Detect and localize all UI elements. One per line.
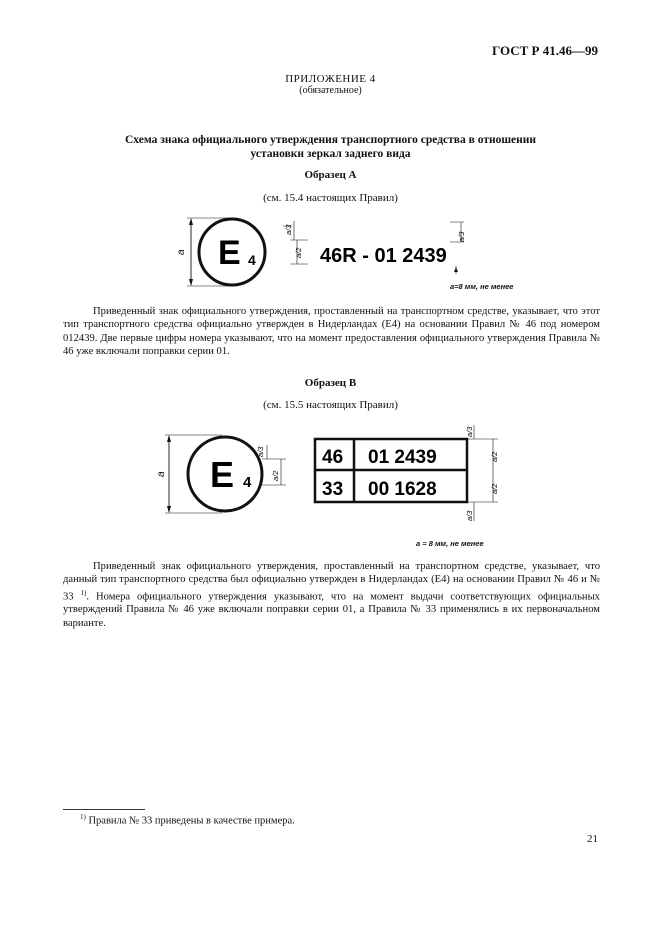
dim-a2-lower-label: a/2 [490, 483, 499, 494]
sample-a-figure [176, 212, 480, 292]
sample-a-paragraph-text: Приведенный знак официального утверждения, проставленный на транспортном средстве, указывает, что этот тип транспортного средства официально утвержден в Нидерландах (Е4) на основании Правил № 46 под номером 012439. Две первые цифры номера указывают, что на момент предоставления официального утверждения Правила № 46 уже включали поправки серии 01. [63, 306, 600, 357]
mark-country-number: 4 [248, 252, 256, 268]
dim-a3-top-label: a/3 [465, 426, 474, 437]
dim-a3-bottom-label: a/3 [465, 510, 474, 521]
sample-b-paragraph-part-1: Приведенный знак официального утверждения, проставленный на транспортном средстве, указывает, что данный тип транспортного средства был официально утвержден в Нидерландах (Е4) на основании Правил № 46 и № 33 [63, 561, 600, 603]
footnote [80, 813, 295, 827]
sample-a-reference: (см. 15.4 настоящих Правил) [263, 192, 398, 204]
standard-code: ГОСТ Р 41.46—99 [492, 43, 598, 58]
dim-a2-upper-label: a/2 [490, 451, 499, 462]
sample-b-size-note: a = 8 мм, не менее [416, 539, 484, 548]
approval-number-text: 46R - 01 2439 [320, 245, 447, 267]
mark-letter-e: E [218, 234, 241, 272]
row1-regulation: 46 [322, 447, 344, 468]
sample-b-reference: (см. 15.5 настоящих Правил) [263, 399, 398, 411]
appendix-subtitle: (обязательное) [299, 85, 362, 96]
sample-b-title: Образец В [304, 377, 357, 389]
sample-a-title: Образец А [304, 169, 357, 181]
row2-approval-number: 00 1628 [368, 479, 437, 500]
scheme-title-line-1: Схема знака официального утверждения транспортного средства в отношении [124, 134, 537, 146]
dim-a2-label: a/2 [294, 247, 303, 258]
dim-a2-label: a/2 [271, 470, 280, 481]
sample-b-paragraph [63, 560, 600, 630]
sample-b-paragraph-text [63, 560, 600, 630]
page-number: 21 [587, 833, 598, 845]
dim-a-label: a [176, 249, 187, 255]
sample-a-paragraph [63, 305, 600, 358]
footnote-reference: 1) [80, 588, 87, 597]
scheme-title-line-2: установки зеркал заднего вида [250, 148, 411, 160]
mark-letter-e: E [210, 454, 235, 495]
row2-regulation: 33 [322, 479, 344, 500]
footnote-text: Правила № 33 приведены в качестве примера. [88, 815, 295, 827]
row1-approval-number: 01 2439 [368, 447, 437, 468]
sample-b-paragraph-part-2: . Номера официального утверждения указывают, что на момент выдачи соответствующих официальных утверждений Правила № 46 уже включали поправки серии 01, а Правила № 33 применялись в их первоначальном варианте. [63, 591, 600, 629]
scheme-title [60, 133, 601, 161]
dim-a3-label: a/3 [256, 446, 265, 457]
sample-b-figure [150, 417, 510, 535]
dim-a-label: a [156, 471, 167, 477]
footnote-mark: 1) [80, 813, 86, 821]
dim-a3-label: a/3 [284, 224, 293, 235]
footnote-divider [63, 809, 145, 810]
mark-country-number: 4 [243, 474, 252, 491]
dim-a3-right-label: a/3 [457, 231, 466, 242]
sample-a-size-note: a=8 мм, не менее [450, 282, 514, 291]
appendix-title: ПРИЛОЖЕНИЕ 4 [285, 73, 376, 85]
